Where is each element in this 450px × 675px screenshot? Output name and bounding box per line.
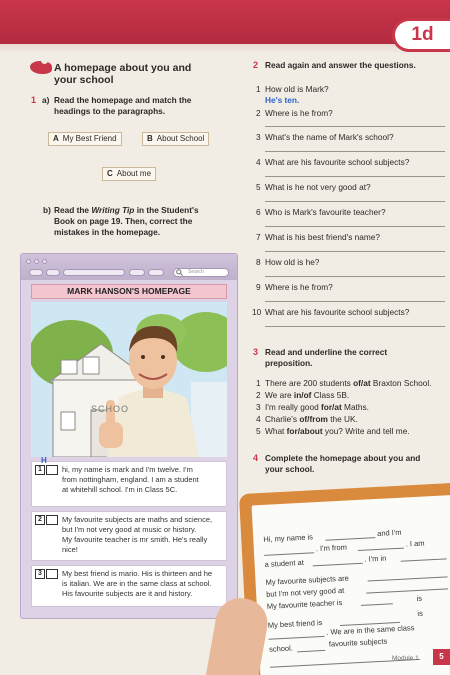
- question-text: What is his best friend's name?: [265, 232, 381, 242]
- heading-answer-box[interactable]: [46, 515, 58, 525]
- back-button[interactable]: [29, 269, 43, 276]
- answer-line[interactable]: [265, 151, 445, 152]
- window-dot-icon: [26, 259, 31, 264]
- item-number: 3: [256, 402, 261, 412]
- fill-text: school.: [268, 643, 294, 654]
- pen-nib-icon: [30, 61, 52, 74]
- ex1b-label: b): [43, 205, 51, 215]
- paragraph-1: [31, 461, 227, 507]
- fill-text: . I'm in: [364, 553, 387, 564]
- module-label: Module 1: [392, 655, 419, 662]
- paragraph-number: 1: [35, 465, 45, 475]
- item-number: 5: [256, 426, 261, 436]
- ex3-instruction-line1: Read and underline the correct: [265, 347, 388, 357]
- fill-text: is: [416, 593, 423, 603]
- ex2-instruction: Read again and answer the questions.: [265, 60, 416, 70]
- item-number: 1: [256, 378, 261, 388]
- answer-line[interactable]: [265, 276, 445, 277]
- fill-text: . We are in the same class: [326, 623, 415, 637]
- tablet-device: [239, 482, 450, 675]
- blank-line[interactable]: [269, 636, 325, 640]
- example-answer: He's ten.: [265, 95, 300, 105]
- paragraph-number: 3: [35, 569, 45, 579]
- ex1a-instruction-line2: headings to the paragraphs.: [54, 106, 166, 116]
- ex1a-label: a): [42, 95, 50, 105]
- fill-text: Hi, my name is: [263, 532, 314, 544]
- heading-text: My Best Friend: [62, 134, 117, 143]
- fill-text: and I'm: [376, 527, 402, 538]
- tablet-screen: [252, 495, 450, 675]
- question-text: Where is he from?: [265, 282, 333, 292]
- search-input[interactable]: Search: [173, 268, 229, 277]
- heading-answer-box[interactable]: [46, 569, 58, 579]
- school-sign: SCHOO: [91, 404, 130, 414]
- fill-text: a student at: [264, 557, 305, 569]
- fill-text: is: [417, 608, 424, 618]
- page-number: 5: [433, 649, 450, 665]
- ex3-number: 3: [253, 347, 259, 357]
- ex1-number: 1: [31, 95, 37, 105]
- ex4-instruction-line2: your school.: [265, 464, 315, 474]
- ex1b-instruction-line3: mistakes in the homepage.: [54, 227, 161, 237]
- fill-text: favourite subjects: [328, 636, 388, 649]
- heading-letter: B: [147, 134, 153, 143]
- fill-text: My favourite teacher is: [266, 597, 343, 611]
- fill-text: My favourite subjects are: [265, 573, 350, 587]
- answer-line[interactable]: [265, 176, 445, 177]
- blank-line[interactable]: [366, 588, 448, 593]
- question-number: 1: [256, 84, 261, 94]
- question-text: How old is he?: [265, 257, 320, 267]
- homepage-title: MARK HANSON'S HOMEPAGE: [31, 284, 227, 299]
- fill-text: . I am: [405, 538, 425, 549]
- paragraph-number: 2: [35, 515, 45, 525]
- answer-line[interactable]: [265, 301, 445, 302]
- ex1b-instruction-line2: Book on page 19. Then, correct the: [54, 216, 193, 226]
- heading-option-a[interactable]: [48, 132, 122, 146]
- home-button[interactable]: [148, 269, 164, 276]
- boy-photo: [31, 302, 227, 457]
- header-fade: [0, 44, 450, 54]
- blank-line[interactable]: [401, 558, 447, 561]
- paragraph-text: hi, my name is mark and I'm twelve. I'm from nottingham, england. I am a student at whitehill school. I'm in Class 5C.: [62, 465, 199, 494]
- heading-option-b[interactable]: [142, 132, 209, 146]
- question-text: Where is he from?: [265, 108, 333, 118]
- unit-badge: 1d: [392, 18, 450, 52]
- answer-line[interactable]: [265, 126, 445, 127]
- ex4-number: 4: [253, 453, 259, 463]
- heading-option-c[interactable]: [102, 167, 156, 181]
- question-number: 8: [256, 257, 261, 267]
- question-text: What's the name of Mark's school?: [265, 132, 394, 142]
- fill-text: but I'm not very good at: [265, 585, 345, 599]
- address-bar[interactable]: [63, 269, 125, 276]
- ex2-number: 2: [253, 60, 259, 70]
- preposition-item[interactable]: What for/about you? Write and tell me.: [265, 426, 410, 436]
- heading-answer-box[interactable]: [46, 465, 58, 475]
- question-number: 2: [256, 108, 261, 118]
- blank-line[interactable]: [361, 603, 393, 606]
- forward-button[interactable]: [46, 269, 60, 276]
- question-text: What is he not very good at?: [265, 182, 371, 192]
- question-number: 5: [256, 182, 261, 192]
- browser-toolbar: [21, 254, 237, 280]
- preposition-item[interactable]: We are in/of Class 5B.: [265, 390, 350, 400]
- blank-line[interactable]: [325, 537, 375, 541]
- search-icon: [176, 269, 183, 276]
- paragraph-2: [31, 511, 227, 561]
- heading-text: About me: [116, 169, 152, 178]
- answer-line[interactable]: [265, 251, 445, 252]
- ex4-instruction-line1: Complete the homepage about you and: [265, 453, 421, 463]
- paragraph-text: My best friend is mario. His is thirteen and he is italian. We are in the same class at school. His favourite subjects are it and history.: [62, 569, 213, 598]
- heading-letter: C: [107, 169, 113, 178]
- question-number: 3: [256, 132, 261, 142]
- answer-line[interactable]: [265, 226, 445, 227]
- homepage-window: [20, 253, 238, 619]
- fill-text: My best friend is: [267, 617, 323, 630]
- question-number: 7: [256, 232, 261, 242]
- fill-text: . I'm from: [315, 542, 348, 554]
- question-text: How old is Mark?: [265, 84, 329, 94]
- question-number: 6: [256, 207, 261, 217]
- answer-line[interactable]: [265, 326, 445, 327]
- blank-line[interactable]: [368, 576, 448, 581]
- heading-text: About School: [156, 134, 205, 143]
- item-number: 2: [256, 390, 261, 400]
- preposition-item[interactable]: Charlie's of/from the UK.: [265, 414, 358, 424]
- ex3-instruction-line2: preposition.: [265, 358, 313, 368]
- blank-line[interactable]: [358, 548, 404, 551]
- blank-line[interactable]: [297, 650, 325, 652]
- preposition-item[interactable]: There are 200 students of/at Braxton School.: [265, 378, 432, 388]
- preposition-item[interactable]: I'm really good for/at Maths.: [265, 402, 369, 412]
- ex1b-instruction-line1: Read the Writing Tip in the Student's: [54, 205, 199, 215]
- ex1a-instruction-line1: Read the homepage and match the: [54, 95, 192, 105]
- paragraph-text: My favourite subjects are maths and science, but I'm not very good at music or history. My favourite teacher is mr smith. He's really nice!: [62, 515, 213, 554]
- photo-illustration: [31, 302, 227, 457]
- question-number: 9: [256, 282, 261, 292]
- answer-line[interactable]: [265, 201, 445, 202]
- header-band: [0, 0, 450, 44]
- refresh-button[interactable]: [129, 269, 145, 276]
- window-dot-icon: [34, 259, 39, 264]
- question-text: Who is Mark's favourite teacher?: [265, 207, 386, 217]
- handwritten-correction: H: [41, 456, 47, 465]
- question-text: What are his favourite school subjects?: [265, 157, 410, 167]
- question-text: What are his favourite school subjects?: [265, 307, 410, 317]
- question-number: 4: [256, 157, 261, 167]
- window-dot-icon: [42, 259, 47, 264]
- blank-line[interactable]: [264, 552, 314, 556]
- blank-line[interactable]: [313, 563, 363, 567]
- item-number: 4: [256, 414, 261, 424]
- paragraph-3: [31, 565, 227, 607]
- section-title-line1: A homepage about you and: [54, 62, 192, 74]
- section-title-line2: your school: [54, 74, 114, 86]
- question-number: 10: [252, 307, 262, 317]
- heading-letter: A: [53, 134, 59, 143]
